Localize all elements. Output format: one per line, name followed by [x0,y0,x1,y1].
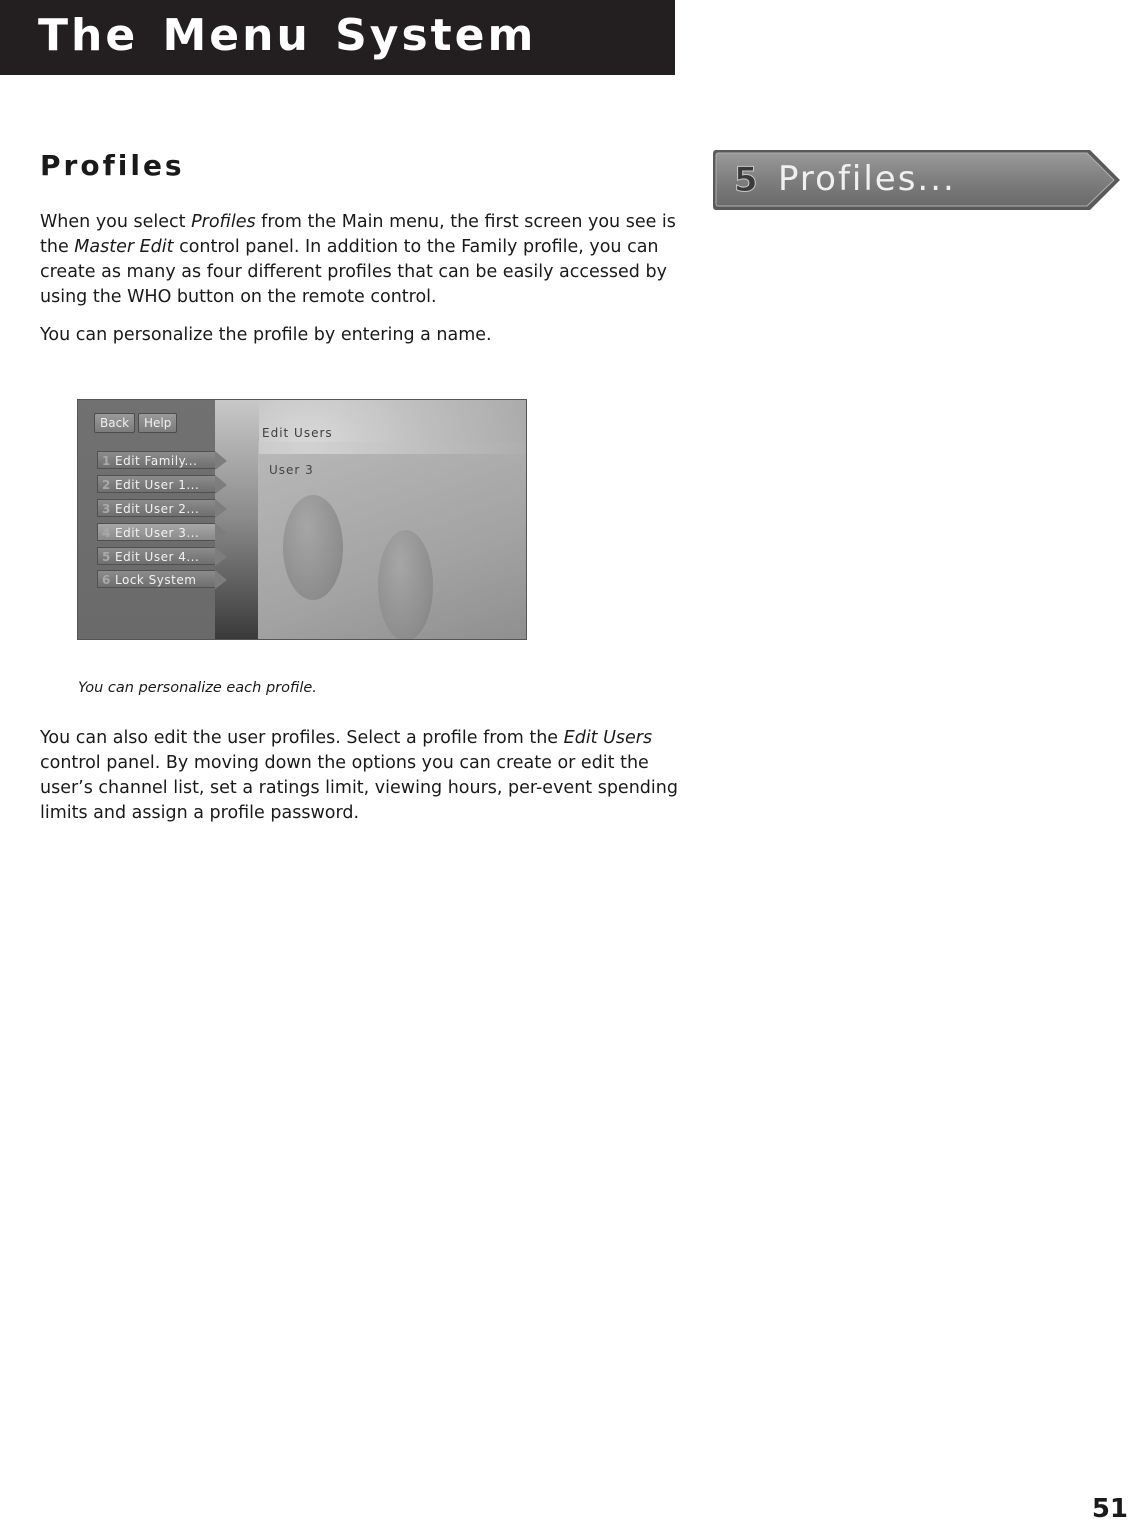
help-button[interactable]: Help [138,413,177,433]
screenshot-caption: You can personalize each profile. [78,680,317,696]
text-run: from the Main menu, the first screen you see is the [40,212,676,257]
section-heading: Profiles [40,149,185,182]
screenshot-rock [215,400,259,639]
menu-item-edit-family[interactable] [97,451,215,469]
edit-users-title: Edit Users [262,426,333,440]
screenshot-left-panel [78,400,215,639]
emphasis-profiles: Profiles [191,212,256,232]
text-run: control panel. By moving down the options you can create or edit the user’s channel list, set a ratings limit, viewing hours, per-event spending limits and assign a profile password. [40,753,678,823]
profiles-badge-number: 5 [734,160,758,200]
profiles-badge-label: Profiles... [778,159,956,199]
text-run: control panel. In addition to the Family profile, you can create as many as four different profiles that can be easily accessed by using the WHO button on the remote control. [40,237,667,307]
screenshot-seal-shape [283,495,343,600]
back-button[interactable]: Back [94,413,135,433]
text-run: When you select [40,212,192,232]
selected-user-label: User 3 [269,463,314,477]
emphasis-master-edit: Master Edit [74,237,174,257]
menu-item-label: Edit User 4... [115,550,200,564]
menu-item-label: Lock System [115,573,197,587]
edit-profiles-paragraph [40,726,680,826]
page-header-title: The Menu System [38,10,537,61]
menu-item-edit-user-1[interactable] [97,475,215,493]
menu-item-number: 3 [102,502,111,516]
menu-item-label: Edit User 1... [115,478,200,492]
menu-item-number: 6 [102,573,111,587]
menu-item-number: 4 [102,526,111,540]
header-bar [0,0,675,75]
menu-item-number: 1 [102,454,111,468]
menu-item-edit-user-3[interactable] [97,523,215,541]
page-number: 51 [1091,1494,1128,1524]
menu-item-number: 2 [102,478,111,492]
menu-item-lock-system[interactable] [97,570,215,588]
menu-item-label: Edit Family... [115,454,198,468]
screenshot-seal-shape [378,530,433,640]
menu-item-number: 5 [102,550,111,564]
menu-item-edit-user-2[interactable] [97,499,215,517]
menu-item-label: Edit User 2... [115,502,200,516]
edit-users-screenshot [77,399,527,640]
intro-paragraph [40,210,680,310]
menu-item-label: Edit User 3... [115,526,200,540]
title-divider [258,442,526,454]
personalize-paragraph: You can personalize the profile by entering a name. [40,325,492,345]
profiles-menu-badge [712,148,1122,212]
text-run: You can also edit the user profiles. Select a profile from the [40,728,564,748]
menu-item-edit-user-4[interactable] [97,547,215,565]
emphasis-edit-users: Edit Users [563,728,653,748]
